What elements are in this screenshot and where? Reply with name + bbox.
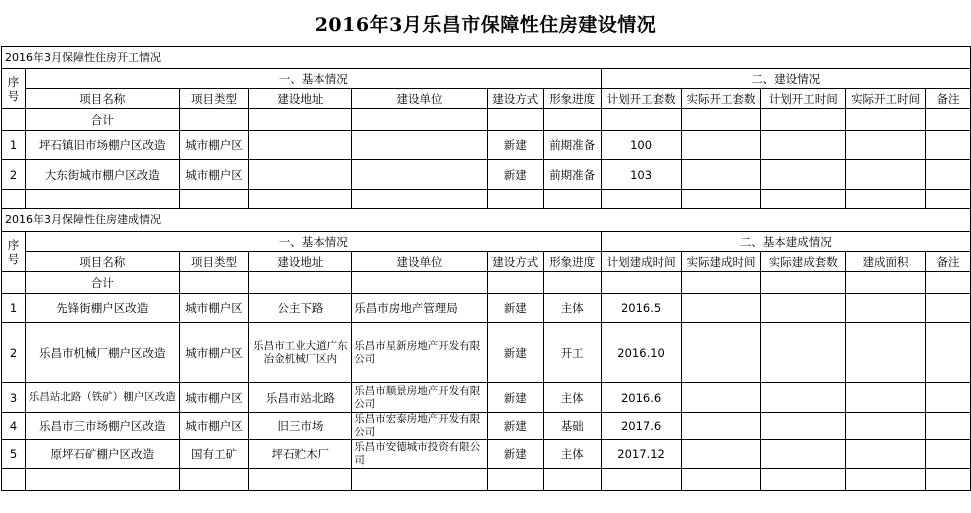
col-actual-completion-count: 实际建成套数 [761, 252, 846, 272]
col-project-name: 项目名称 [25, 252, 179, 272]
col-completed-area: 建成面积 [846, 252, 926, 272]
col-project-type: 项目类型 [179, 252, 249, 272]
section1-label: 2016年3月保障性住房开工情况 [2, 47, 971, 69]
col-method: 建设方式 [487, 252, 543, 272]
section2-total-row [2, 272, 971, 294]
col-progress: 形象进度 [543, 89, 601, 109]
build-status-header: 二、建设情况 [601, 69, 970, 89]
table-row: 5 原坪石矿棚户区改造 国有工矿 坪石贮木厂 乐昌市安德城市投资有限公司 新建 主体 2017.12 [2, 440, 971, 469]
completion-header: 二、基本建成情况 [601, 232, 970, 252]
col-unit: 建设单位 [352, 89, 488, 109]
table-row: 2 乐昌市机械厂棚户区改造 城市棚户区 乐昌市工业大道广东冶金机械厂区内 乐昌市星新房地产开发有限公司 新建 开工 2016.10 [2, 323, 971, 383]
col-project-name: 项目名称 [25, 89, 179, 109]
col-address: 建设地址 [249, 252, 352, 272]
col-unit: 建设单位 [352, 252, 488, 272]
section2-column-row [2, 252, 971, 272]
section1-group-row [2, 69, 971, 89]
col-actual-start-count: 实际开工套数 [681, 89, 761, 109]
section1-header-row [2, 47, 971, 69]
seq-header: 序号 [2, 232, 26, 272]
empty-row [2, 469, 971, 491]
basic-info-header: 一、基本情况 [25, 69, 601, 89]
table-row: 4 乐昌市三市场棚户区改造 城市棚户区 旧三市场 乐昌市宏泰房地产开发有限公司 新建 基础 2017.6 [2, 413, 971, 440]
section2-label: 2016年3月保障性住房建成情况 [2, 209, 971, 232]
table-row: 3 乐昌站北路（铁矿）棚户区改造 城市棚户区 乐昌市站北路 乐昌市顺景房地产开发有限公司 新建 主体 2016.6 [2, 383, 971, 413]
section2-group-row [2, 232, 971, 252]
page-title: 2016年3月乐昌市保障性住房建设情况 [314, 13, 657, 36]
section1-total-row [2, 109, 971, 131]
col-planned-start-count: 计划开工套数 [601, 89, 681, 109]
total-label: 合计 [25, 109, 179, 131]
col-progress: 形象进度 [543, 252, 601, 272]
empty-row [2, 190, 971, 209]
col-note: 备注 [925, 89, 970, 109]
col-actual-start-time: 实际开工时间 [846, 89, 926, 109]
col-planned-start-time: 计划开工时间 [761, 89, 846, 109]
total-label: 合计 [25, 272, 179, 294]
table-row: 1 坪石镇旧市场棚户区改造 城市棚户区 新建 前期准备 100 [2, 131, 971, 160]
table-row: 1 先锋街棚户区改造 城市棚户区 公主下路 乐昌市房地产管理局 新建 主体 2016.5 [2, 294, 971, 323]
section1-column-row [2, 89, 971, 109]
table-row: 2 大东街城市棚户区改造 城市棚户区 新建 前期准备 103 [2, 160, 971, 190]
seq-header: 序号 [2, 69, 26, 109]
col-project-type: 项目类型 [179, 89, 249, 109]
col-address: 建设地址 [249, 89, 352, 109]
housing-table [1, 46, 971, 491]
col-actual-completion-time: 实际建成时间 [681, 252, 761, 272]
basic-info-header: 一、基本情况 [25, 232, 601, 252]
col-method: 建设方式 [487, 89, 543, 109]
section2-header-row [2, 209, 971, 232]
col-planned-completion-time: 计划建成时间 [601, 252, 681, 272]
col-note: 备注 [925, 252, 970, 272]
